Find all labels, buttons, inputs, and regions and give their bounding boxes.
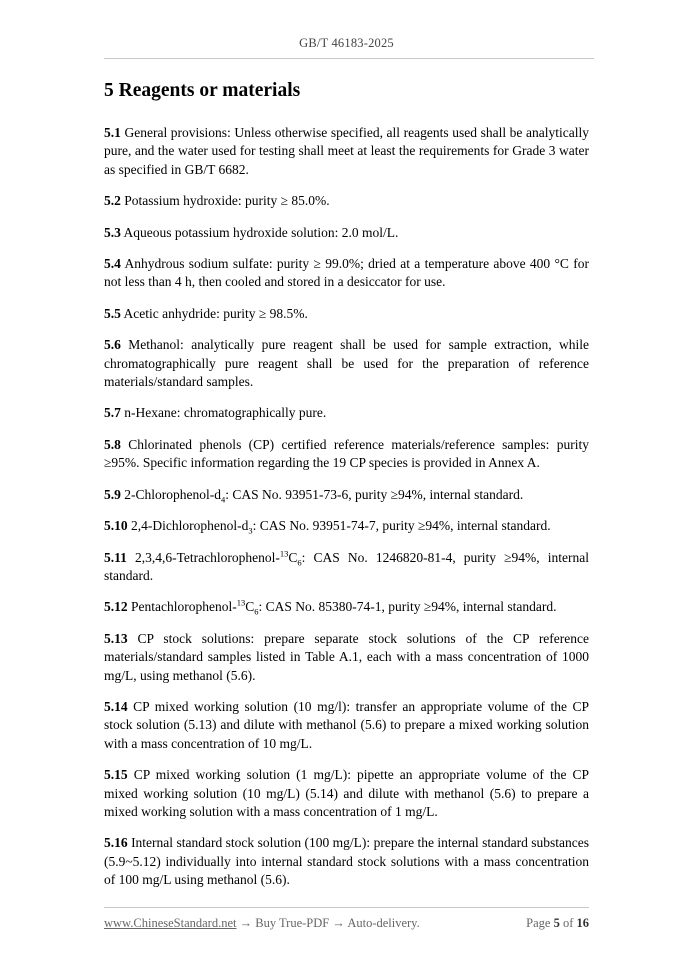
page-current: 5 [553, 916, 560, 930]
section-title: 5 Reagents or materials [104, 80, 301, 101]
page-header: GB/T 46183-2025 [299, 36, 394, 50]
clause-number: 5.14 [104, 698, 128, 714]
clause-5-3 [104, 224, 589, 242]
clause-text: General provisions: Unless otherwise specified, all reagents used shall be analytically pure, and the water used for testing shall meet at least the requirements for Grade 3 water as specified in GB/T 6682. [104, 125, 589, 177]
page-of: of [562, 916, 574, 930]
footer-promo [104, 916, 420, 931]
clause-text: Potassium hydroxide: purity ≥ 85.0%. [124, 193, 330, 209]
clause-text: CP stock solutions: prepare separate stock solutions of the CP reference materials/standard samples listed in Table A.1, each with a mass concentration of 1000 mg/L, using methanol (5.6). [104, 630, 590, 683]
clause-text: : CAS No. 1246820-81-4, purity ≥94%, internal standard. [104, 549, 590, 583]
clause-text: Anhydrous sodium sulfate: purity ≥ 99.0%; dried at a temperature above 400 °C for not less than 4 h, then cooled and stored in a desiccator for use. [104, 256, 589, 290]
clause-number: 5.4 [104, 256, 121, 272]
compound-name: $2,4-Dichlorophenol-d_3$ [131, 518, 253, 536]
clause-text: CP mixed working solution (1 mg/L): pipette an appropriate volume of the CP mixed working solution (10 mg/L) (5.14) and dilute with methanol (5.6) to prepare a mixed working solution with a mass concentration of 1 mg/L. [104, 767, 590, 819]
clause-number: 5.15 [104, 767, 128, 783]
clause-text: Methanol: analytically pure reagent shall be used for sample extraction, while chromatographically pure reagent shall be used for the preparation of reference materials/standard samples. [104, 337, 589, 390]
clause-5-7 [104, 404, 589, 422]
clause-number: 5.8 [104, 436, 121, 452]
clause-text: Internal standard stock solution (100 mg/L): prepare the internal standard substances (5.9~5.12) individually into internal standard stock solutions with a mass concentration of 100 mg/L using methanol (5.6). [104, 835, 589, 888]
clause-5-12 [104, 598, 589, 616]
clause-text: CP mixed working solution (10 mg/l): transfer an appropriate volume of the CP stock solution (5.13) and dilute with methanol (5.6) to prepare a mixed working solution with a mass concentration of 10 mg/L. [104, 698, 590, 751]
clause-number: 5.7 [104, 405, 121, 421]
clause-5-13 [104, 630, 589, 685]
footer-divider [104, 907, 589, 908]
clause-5-10 [104, 517, 589, 535]
compound-name: $2,3,4,6-Tetrachlorophenol-^{13}C_6$ [135, 548, 302, 568]
clause-5-16 [104, 834, 589, 889]
delivery-text: Auto-delivery. [347, 916, 420, 930]
clause-text: : CAS No. 85380-74-1, purity ≥94%, internal standard. [258, 599, 557, 615]
clause-number: 5.1 [104, 125, 121, 140]
clause-5-1 [104, 124, 589, 179]
clause-text: Acetic anhydride: purity ≥ 98.5%. [123, 305, 308, 321]
page-total: 16 [576, 916, 589, 930]
page-number [526, 916, 589, 931]
compound-name: Pentachlorophenol-$^{13}C_6$ [131, 597, 259, 617]
page-label: Page [526, 916, 551, 930]
clause-number: 5.13 [104, 630, 128, 646]
clause-number: 5.10 [104, 518, 128, 534]
site-link[interactable]: www.ChineseStandard.net [104, 916, 237, 930]
clause-text: Aqueous potassium hydroxide solution: 2.0 mol/L. [123, 224, 399, 240]
clause-5-6 [104, 336, 589, 391]
clause-number: 5.2 [104, 193, 121, 209]
clause-5-8 [104, 436, 589, 473]
clause-number: 5.11 [104, 549, 127, 565]
clause-number: 5.3 [104, 224, 121, 240]
clause-text: n-Hexane: chromatographically pure. [124, 405, 327, 421]
compound-name: $2-Chlorophenol-d_4$ [124, 486, 226, 505]
clause-list [104, 124, 589, 903]
header-divider [104, 58, 594, 59]
clause-text: : CAS No. 93951-73-6, purity ≥94%, internal standard. [225, 486, 524, 502]
buy-link[interactable]: Buy True-PDF [255, 916, 330, 930]
clause-5-15 [104, 766, 589, 821]
clause-number: 5.6 [104, 337, 121, 353]
clause-5-11 [104, 549, 589, 586]
clause-number: 5.12 [104, 599, 128, 615]
clause-number: 5.16 [104, 835, 128, 851]
clause-text: Chlorinated phenols (CP) certified reference materials/reference samples: purity ≥95%. Specific information regarding the 19 CP species is provided in Annex A. [104, 436, 589, 471]
clause-5-14 [104, 698, 589, 753]
clause-5-2 [104, 192, 589, 210]
clause-5-5 [104, 305, 589, 323]
arrow-right-icon: → [332, 916, 345, 930]
clause-5-9 [104, 486, 589, 504]
arrow-right-icon: → [239, 916, 253, 930]
clause-5-4 [104, 255, 589, 292]
clause-number: 5.5 [104, 305, 121, 321]
clause-text: : CAS No. 93951-74-7, purity ≥94%, internal standard. [252, 518, 551, 534]
clause-number: 5.9 [104, 486, 121, 502]
